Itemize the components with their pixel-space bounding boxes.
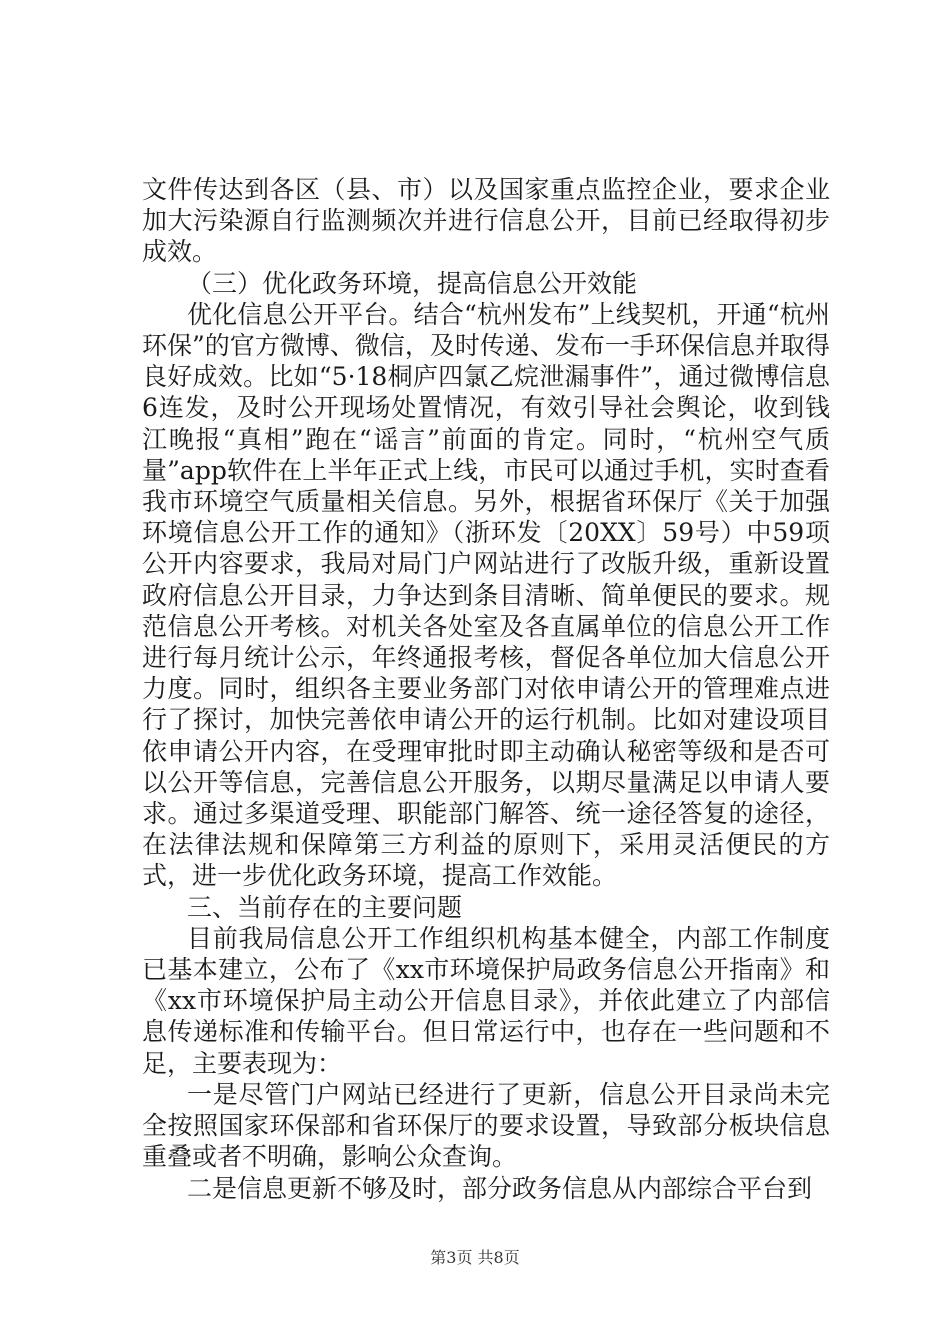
section-heading-problems: 三、当前存在的主要问题 — [187, 892, 463, 922]
paragraph-3: 目前我局信息公开工作组织机构基本健全，内部工作制度已基本建立，公布了《xx市环境保护局政务信息公开指南》和《xx市环境保护局主动公开信息目录》，并依此建立了内部信息传递标准和传输平台。但日常运行中，也存在一些问题和不足，主要表现为： — [142, 923, 830, 1078]
paragraph-5: 二是信息更新不够及时，部分政务信息从内部综合平台到 — [187, 1173, 813, 1203]
paragraph-4: 一是尽管门户网站已经进行了更新，信息公开目录尚未完全按照国家环保部和省环保厅的要求设置，导致部分板块信息重叠或者不明确，影响公众查询。 — [142, 1079, 830, 1172]
page-number-footer: 第3页 共8页 — [430, 1248, 520, 1267]
section-heading-3: （三）优化政务环境，提高信息公开效能 — [187, 268, 638, 298]
paragraph-2: 优化信息公开平台。结合“杭州发布”上线契机，开通“杭州环保”的官方微博、微信，及时传递、发布一手环保信息并取得良好成效。比如“5·18桐庐四氯乙烷泄漏事件”，通过微博信息6连发，及时公开现场处置情况，有效引导社会舆论，收到钱江晚报“真相”跑在“谣言”前面的肯定。同时，“杭州空气质量”app软件在上半年正式上线，市民可以通过手机，实时查看我市环境空气质量相关信息。另外，根据省环保厅《关于加强环境信息公开工作的通知》（浙环发〔20XX〕59号）中59项公开内容要求，我局对局门户网站进行了改版升级，重新设置政府信息公开目录，力争达到条目清晰、简单便民的要求。规范信息公开考核。对机关各处室及各直属单位的信息公开工作进行每月统计公示，年终通报考核，督促各单位加大信息公开力度。同时，组织各主要业务部门对依申请公开的管理难点进行了探讨，加快完善依申请公开的运行机制。比如对建设项目依申请公开内容，在受理审批时即主动确认秘密等级和是否可以公开等信息，完善信息公开服务，以期尽量满足以申请人要求。通过多渠道受理、职能部门解答、统一途径答复的途径，在法律法规和保障第三方利益的原则下，采用灵活便民的方式，进一步优化政务环境，提高工作效能。 — [142, 299, 830, 891]
paragraph-1: 文件传达到各区（县、市）以及国家重点监控企业，要求企业加大污染源自行监测频次并进行信息公开，目前已经取得初步成效。 — [142, 175, 830, 267]
document-body — [142, 174, 830, 1204]
